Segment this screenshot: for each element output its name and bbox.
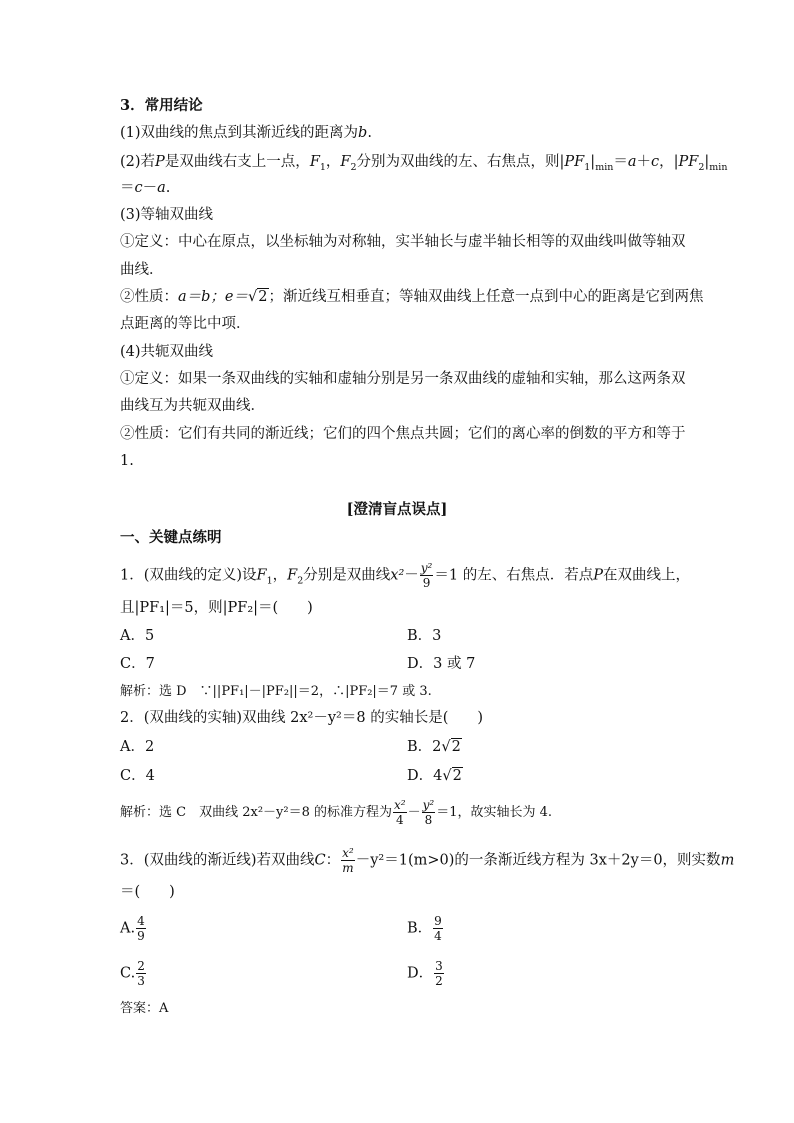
q1-option-c: C．7	[120, 656, 155, 672]
q1-option-b: B．3	[407, 628, 442, 644]
fraction-4-over-9: $\frac{4}{9}$	[137, 914, 145, 943]
conclusion-4-prop-line2: 1.	[120, 453, 134, 469]
sqrt-expression: √2	[442, 768, 462, 784]
q2-stem: 2．(双曲线的实轴)双曲线 2x²－y²＝8 的实轴长是( )	[120, 710, 484, 726]
conclusion-3-def-line2: 曲线．	[120, 262, 164, 278]
fraction-9-over-4: $\frac{9}{4}$	[434, 914, 442, 943]
conclusion-3-title: (3)等轴双曲线	[120, 207, 214, 223]
q2-option-b: B．2√2	[407, 739, 461, 755]
q2-solution: 解析：选 C 双曲线 2x²－y²＝8 的标准方程为 $\frac{\text{x²}}{4}$ － $\frac{\text{y²}}{8}$ ＝1，故实轴长为 4.	[120, 798, 552, 827]
conclusion-3-def-line1: ①定义：中心在原点，以坐标轴为对称轴，实半轴长与虚半轴长相等的双曲线叫做等轴双	[120, 234, 686, 250]
q2-option-d: D．4√2	[407, 768, 462, 784]
q1-solution: 解析：选 D ∵||PF₁|－|PF₂||＝2，∴|PF₂|＝7 或 3.	[120, 684, 432, 699]
q3-option-b: B． $\frac{9}{4}$	[407, 914, 442, 943]
q3-option-d: D． $\frac{3}{2}$	[407, 959, 443, 988]
conclusion-4-prop-line1: ②性质：它们有共同的渐近线；它们的四个焦点共圆；它们的离心率的倒数的平方和等于	[120, 426, 686, 442]
q3-option-c: C. $\frac{2}{3}$	[120, 959, 145, 988]
conclusion-4-def-line2: 曲线互为共轭双曲线．	[120, 398, 265, 414]
conclusion-2-cont: ＝c－a.	[120, 180, 171, 196]
conclusion-4-def-line1: ①定义：如果一条双曲线的实轴和虚轴分别是另一条双曲线的虚轴和实轴，那么这两条双	[120, 371, 686, 387]
fraction-x2-over-m: $\frac{\text{x²}}{m}$	[342, 846, 354, 875]
conclusion-3-prop-line2: 点距离的等比中项．	[120, 316, 251, 332]
conclusion-1: (1)双曲线的焦点到其渐近线的距离为b.	[120, 125, 372, 141]
q2-option-a: A．2	[120, 739, 155, 755]
q3-stem-line1: 3．(双曲线的渐近线)若双曲线C： $\frac{\text{x²}}{m}$ －y²＝1(m>0)的一条渐近线方程为 3x＋2y＝0，则实数m	[120, 846, 735, 875]
sqrt-expression: √2	[248, 289, 268, 305]
fraction-3-over-2: $\frac{3}{2}$	[435, 959, 443, 988]
q1-stem-line2: 且|PF₁|＝5，则|PF₂|＝( )	[120, 600, 313, 616]
sqrt-expression: √2	[441, 739, 461, 755]
q1-option-d: D．3 或 7	[407, 656, 476, 672]
q1-stem-line1: 1．(双曲线的定义)设$F_1$，$F_2$分别是双曲线x²－ $\frac{\text{y²}}{9}$ ＝1 的左、右焦点．若点P在双曲线上，	[120, 561, 690, 590]
fraction-2-over-3: $\frac{2}{3}$	[137, 959, 145, 988]
fraction-y2-over-8: $\frac{\text{y²}}{8}$	[422, 798, 435, 827]
fraction-x2-over-4: $\frac{\text{x²}}{4}$	[394, 798, 406, 827]
q2-option-c: C．4	[120, 768, 155, 784]
q3-stem-line2: ＝( )	[120, 884, 175, 900]
section-title: [澄清盲点误点]	[346, 501, 448, 518]
conclusion-3-prop-line1: ②性质：a＝b；e＝√2；渐近线互相垂直；等轴双曲线上任意一点到中心的距离是它到两焦	[120, 289, 704, 305]
sub-title: 一、关键点练明	[120, 529, 222, 546]
q3-answer: 答案：A	[120, 1001, 169, 1016]
q1-option-a: A．5	[120, 628, 155, 644]
fraction-y2-over-9: $\frac{\text{y²}}{9}$	[420, 561, 433, 590]
conclusion-4-title: (4)共轭双曲线	[120, 344, 214, 360]
section-3-title: 3．常用结论	[120, 97, 203, 114]
q3-option-a: A. $\frac{4}{9}$	[120, 914, 145, 943]
conclusion-2: (2)若P是双曲线右支上一点，$F_1$，$F_2$分别为双曲线的左、右焦点，则$|PF_1|_{min}=a+c$，$|PF_2|_{min}$	[120, 154, 728, 173]
